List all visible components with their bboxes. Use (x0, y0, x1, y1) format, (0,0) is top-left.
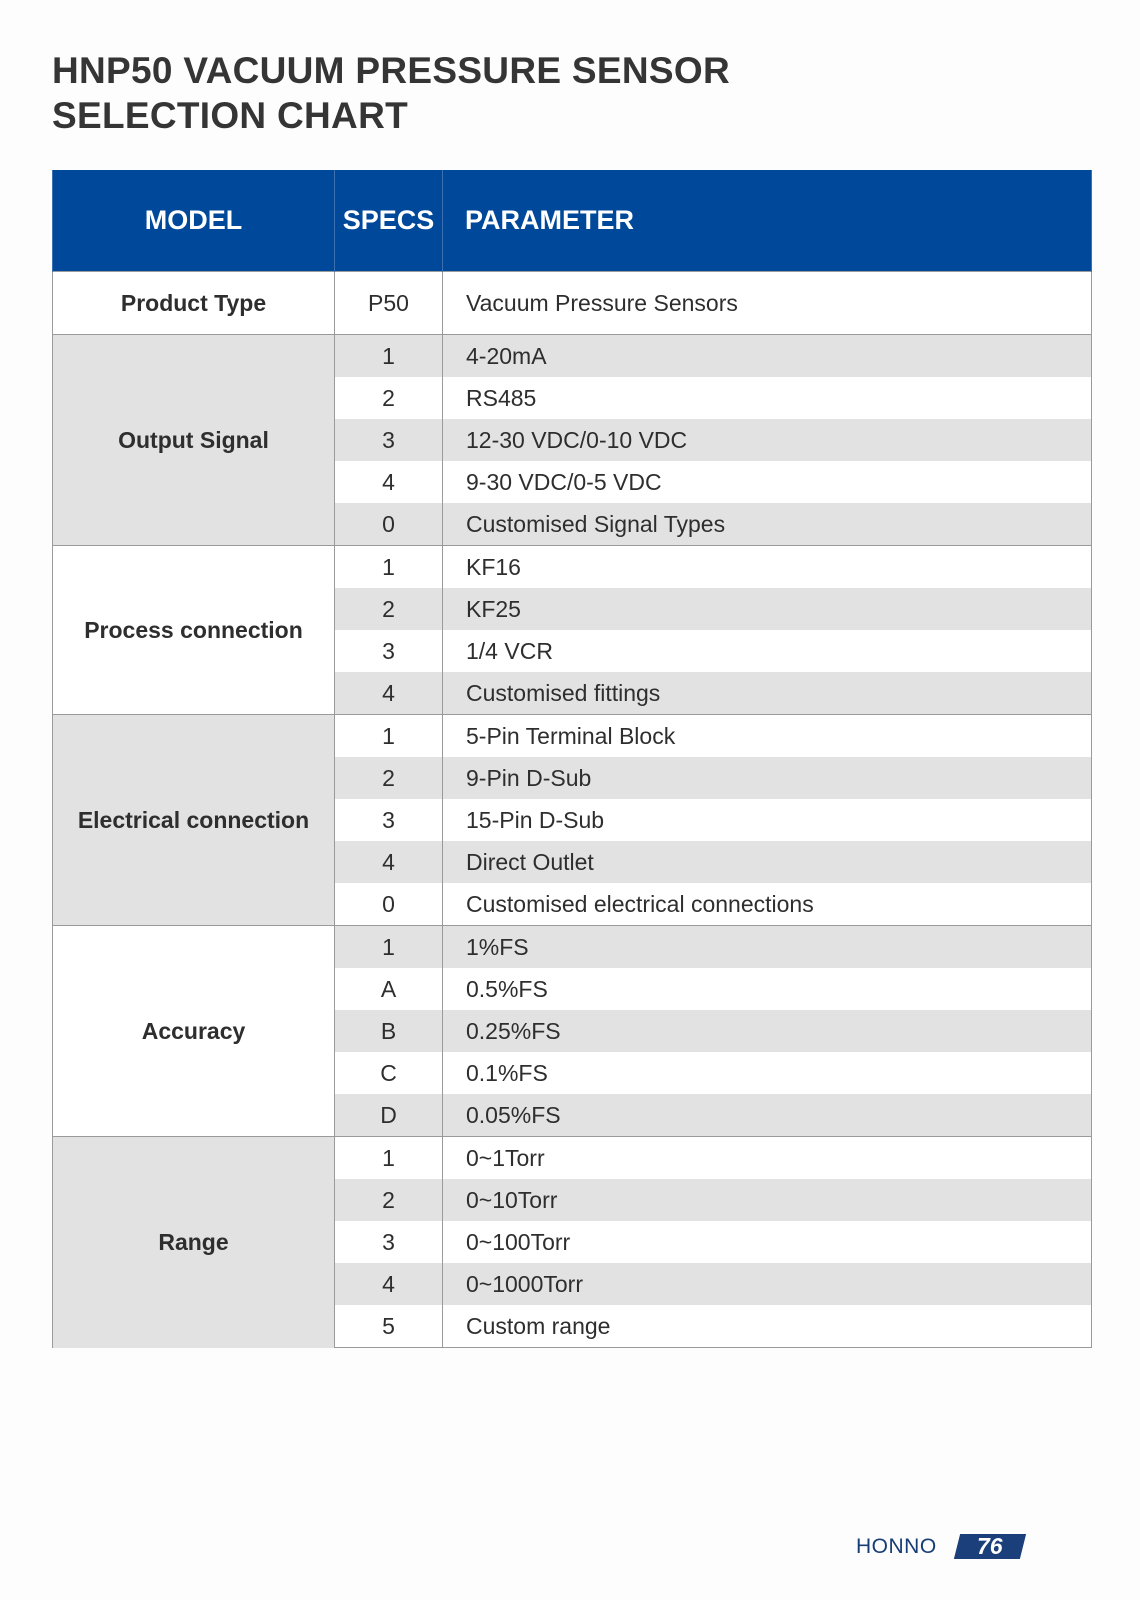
spec-cell: P50 (335, 272, 443, 335)
table-row (53, 335, 1092, 378)
parameter-cell: KF25 (443, 588, 1092, 630)
brand-name: HONNO (856, 1534, 937, 1558)
spec-cell: 3 (335, 419, 443, 461)
table-row (53, 926, 1092, 969)
parameter-cell: 0.1%FS (443, 1052, 1092, 1094)
spec-cell: 1 (335, 715, 443, 758)
parameter-cell: 15-Pin D-Sub (443, 799, 1092, 841)
parameter-cell: 1/4 VCR (443, 630, 1092, 672)
spec-cell: 3 (335, 799, 443, 841)
header-specs: SPECS (335, 170, 443, 272)
spec-cell: 4 (335, 461, 443, 503)
parameter-cell: 5-Pin Terminal Block (443, 715, 1092, 758)
spec-cell: B (335, 1010, 443, 1052)
parameter-cell: Custom range (443, 1305, 1092, 1348)
spec-cell: A (335, 968, 443, 1010)
parameter-cell: Customised Signal Types (443, 503, 1092, 546)
table-row (53, 546, 1092, 589)
parameter-cell: 9-Pin D-Sub (443, 757, 1092, 799)
table-row (53, 1137, 1092, 1180)
parameter-cell: Vacuum Pressure Sensors (443, 272, 1092, 335)
spec-cell: 2 (335, 588, 443, 630)
model-cell: Electrical connection (53, 715, 335, 926)
header-parameter: PARAMETER (443, 170, 1092, 272)
parameter-cell: 0~1Torr (443, 1137, 1092, 1180)
spec-cell: 2 (335, 757, 443, 799)
spec-cell: D (335, 1094, 443, 1137)
model-cell: Process connection (53, 546, 335, 715)
table-row (53, 715, 1092, 758)
parameter-cell: KF16 (443, 546, 1092, 589)
parameter-cell: 0~10Torr (443, 1179, 1092, 1221)
spec-cell: 1 (335, 546, 443, 589)
table-row (53, 272, 1092, 335)
title-line-1: HNP50 VACUUM PRESSURE SENSOR (52, 50, 730, 91)
model-cell: Product Type (53, 272, 335, 335)
parameter-cell: 0~100Torr (443, 1221, 1092, 1263)
parameter-cell: Customised electrical connections (443, 883, 1092, 926)
spec-cell: 1 (335, 926, 443, 969)
parameter-cell: 0~1000Torr (443, 1263, 1092, 1305)
table-body (53, 272, 1092, 1348)
table-header-row (53, 170, 1092, 272)
model-cell: Accuracy (53, 926, 335, 1137)
spec-cell: 3 (335, 630, 443, 672)
page-title (52, 48, 730, 138)
parameter-cell: 12-30 VDC/0-10 VDC (443, 419, 1092, 461)
model-cell: Output Signal (53, 335, 335, 546)
parameter-cell: Customised fittings (443, 672, 1092, 715)
parameter-cell: Direct Outlet (443, 841, 1092, 883)
parameter-cell: 0.25%FS (443, 1010, 1092, 1052)
spec-cell: 1 (335, 1137, 443, 1180)
spec-cell: 0 (335, 883, 443, 926)
spec-cell: 4 (335, 672, 443, 715)
page-number: 76 (976, 1533, 1003, 1559)
spec-cell: 4 (335, 841, 443, 883)
parameter-cell: 4-20mA (443, 335, 1092, 378)
parameter-cell: 9-30 VDC/0-5 VDC (443, 461, 1092, 503)
spec-cell: 2 (335, 1179, 443, 1221)
selection-chart-table (52, 170, 1092, 1348)
page-number-badge (954, 1534, 1026, 1559)
page-footer (856, 1534, 1023, 1559)
parameter-cell: 1%FS (443, 926, 1092, 969)
model-cell: Range (53, 1137, 335, 1348)
header-model: MODEL (53, 170, 335, 272)
parameter-cell: 0.5%FS (443, 968, 1092, 1010)
parameter-cell: RS485 (443, 377, 1092, 419)
spec-cell: 4 (335, 1263, 443, 1305)
spec-cell: 3 (335, 1221, 443, 1263)
spec-cell: C (335, 1052, 443, 1094)
spec-cell: 0 (335, 503, 443, 546)
parameter-cell: 0.05%FS (443, 1094, 1092, 1137)
spec-cell: 1 (335, 335, 443, 378)
spec-cell: 2 (335, 377, 443, 419)
title-line-2: SELECTION CHART (52, 95, 408, 136)
spec-cell: 5 (335, 1305, 443, 1348)
